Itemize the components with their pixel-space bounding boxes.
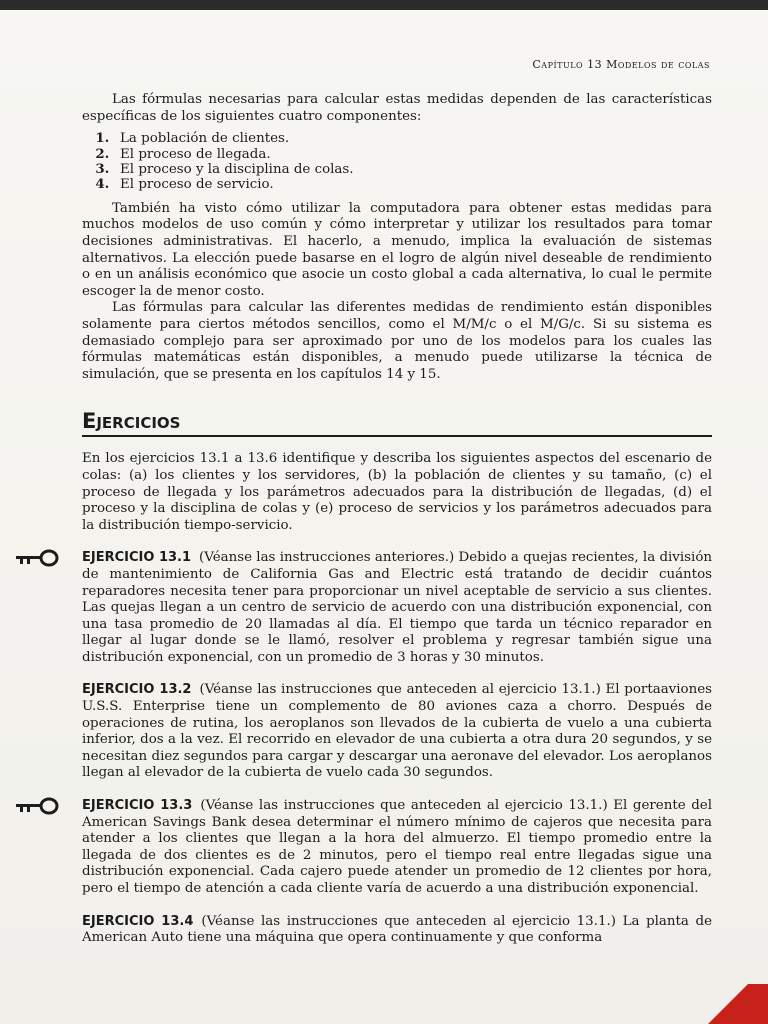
exercise-13-3 — [82, 798, 712, 898]
list-item: 3. El proceso y la disciplina de colas. — [114, 162, 712, 177]
exercise-13-1 — [82, 550, 712, 666]
paragraph-computer: También ha visto cómo utilizar la computadora para obtener estas medidas para muchos modelos de uso común y cómo interpretar y utilizar los resultados para tomar decisiones administrativas. El hacerlo, a menudo, implica la evaluación de sistemas alternativos. La elección puede basarse en el logro de algún nivel deseable de rendimiento o en un análisis económico que asocie un costo global a cada alternativa, lo cual le permite escoger la de menor costo. — [82, 200, 712, 299]
key-icon — [16, 549, 60, 567]
exercise-text: (Véanse las instrucciones que anteceden al ejercicio 13.1.) La planta de American Auto tiene una máquina que opera continuamente y que conforma — [82, 913, 713, 946]
scan-edge — [0, 0, 768, 10]
list-item: 4. El proceso de servicio. — [114, 177, 712, 192]
key-icon — [16, 797, 60, 815]
exercise-text: (Véanse las instrucciones que anteceden al ejercicio 13.1.) El portaaviones U.S.S. Enterprise tiene un complemento de 80 aviones caza a chorro. Después de operaciones de rutina, los aeroplanos son llevados de la cubierta de vuelo a una cubierta inferior, dos a la vez. El recorrido en elevador de una cubierta a otra dura 20 segundos, y se necesitan diez segundos para cargar y descargar una aeronave del elevador. Los aeroplanos llegan al elevador de la cubierta de vuelo cada 30 segundos. — [82, 682, 713, 781]
exercise-title: EJERCICIO 13.4 — [82, 913, 194, 929]
section-title: Ejercicios — [82, 409, 712, 437]
exercise-13-2 — [82, 682, 712, 782]
components-list — [114, 131, 712, 193]
running-head: Capítulo 13 Modelos de colas — [532, 58, 710, 71]
exercise-title: EJERCICIO 13.1 — [82, 550, 192, 566]
intro-paragraph: Las fórmulas necesarias para calcular estas medidas dependen de las características específicas de los siguientes cuatro componentes: — [82, 92, 712, 124]
list-item: 1. La población de clientes. — [114, 131, 712, 146]
exercise-title: EJERCICIO 13.2 — [82, 682, 192, 698]
list-item: 2. El proceso de llegada. — [114, 147, 712, 162]
exercises-intro: En los ejercicios 13.1 a 13.6 identifique y describa los siguientes aspectos del escenario de colas: (a) los clientes y los servidores, (b) la población de clientes y su tamaño, (c) el proceso de llegada y los parámetros adecuados para la distribución de llegadas, (d) el proceso y la disciplina de colas y (e) proceso de servicios y los parámetros adecuados para la distribución tiempo-servicio. — [82, 451, 712, 533]
red-corner-mark — [698, 984, 768, 1024]
exercise-13-4 — [82, 914, 712, 947]
paragraph-formulas: Las fórmulas para calcular las diferentes medidas de rendimiento están disponibles solamente para ciertos métodos sencillos, como el M/M/c o el M/G/c. Si su sistema es demasiado complejo para ser aproximado por uno de los modelos para los cuales las fórmulas matemáticas están disponibles, a menudo puede utilizarse la técnica de simulación, que se presenta en los capítulos 14 y 15. — [82, 300, 712, 382]
exercise-text: (Véanse las instrucciones anteriores.) Debido a quejas recientes, la división de mantenimiento de California Gas and Electric está tratando de decidir cuántos reparadores necesita tener para proporcionar un nivel aceptable de servicio a sus clientes. Las quejas llegan a un centro de servicio de acuerdo con una distribución exponencial, con una tasa promedio de 20 llamadas al día. El tiempo que tarda un técnico reparador en llegar al lugar donde se le llamó, resolver el problema y regresar también sigue una distribución exponencial, con un promedio de 3 horas y 30 minutos. — [82, 550, 712, 665]
page-content — [82, 92, 712, 947]
exercise-text: (Véanse las instrucciones que anteceden al ejercicio 13.1.) El gerente del American Savings Bank desea determinar el número mínimo de cajeros que necesita para atender a los clientes que llegan a la hora del almuerzo. El tiempo promedio entre la llegada de dos clientes es de 2 minutos, pero el tiempo real entre llegadas sigue una distribución exponencial. Cada cajero puede atender un promedio de 12 clientes por hora, pero el tiempo de atención a cada cliente varía de acuerdo a una distribución exponencial. — [82, 798, 712, 896]
exercise-title: EJERCICIO 13.3 — [82, 798, 193, 814]
